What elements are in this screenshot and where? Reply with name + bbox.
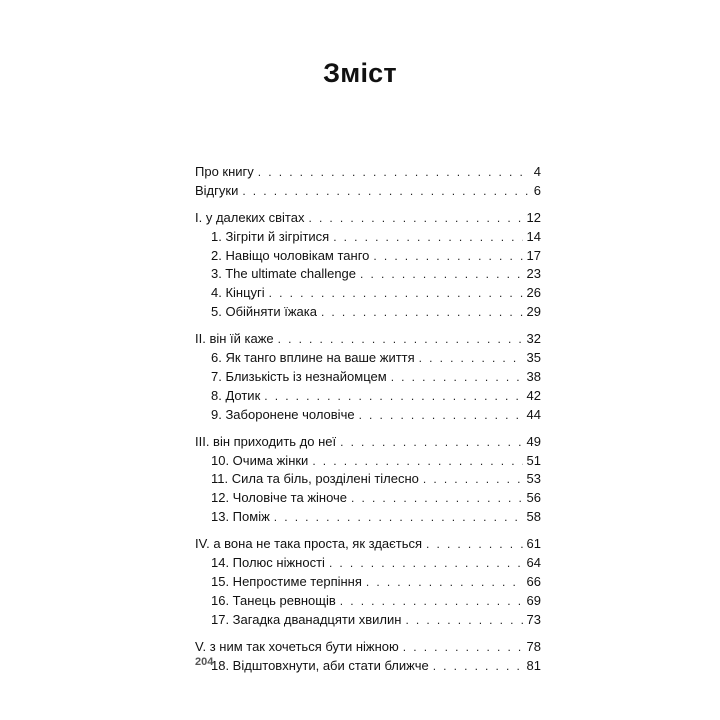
toc-dot-leader [321,303,523,322]
toc-entry-page: 17 [526,247,541,263]
toc-chapter-entry [195,265,541,284]
toc-entry-page: 53 [526,471,541,487]
toc-part-entry [195,638,541,657]
toc-entry-page: 61 [526,536,541,552]
toc-part-entry [195,535,541,554]
toc-dot-leader [258,163,530,182]
toc-dot-leader [308,209,522,228]
toc-entry-title: V. з ним так хочеться бути ніжною [195,638,399,654]
toc-entry-page: 49 [526,433,541,449]
toc-dot-leader [264,387,522,406]
toc-entry-page: 73 [526,611,541,627]
toc-dot-leader [242,182,529,201]
toc-part-entry [195,330,541,349]
toc-chapter-entry [195,284,541,303]
toc-dot-leader [278,330,523,349]
toc-entry-page: 81 [526,657,541,673]
toc-dot-leader [359,406,523,425]
toc-entry-title: IV. а вона не така проста, як здається [195,536,423,552]
toc-chapter-entry [195,611,541,630]
toc-dot-leader [340,592,523,611]
toc-entry-title: 5. Обійняти їжака [211,304,317,320]
table-of-contents [195,163,541,675]
toc-part-entry [195,209,541,228]
toc-chapter-entry [195,406,541,425]
toc-dot-leader [360,265,523,284]
toc-entry-page: 6 [533,182,541,198]
toc-part-entry [195,182,541,201]
toc-entry-page: 4 [533,164,541,179]
toc-entry-page: 23 [526,266,541,282]
toc-dot-leader [426,535,523,554]
toc-part-entry [195,433,541,452]
toc-entry-title: 9. Заборонене чоловіче [211,406,355,422]
toc-entry-page: 51 [526,452,541,468]
toc-dot-leader [403,638,523,657]
toc-dot-leader [391,368,523,387]
toc-entry-title: 3. The ultimate challenge [211,266,357,282]
toc-dot-leader [423,470,523,489]
toc-entry-title: 4. Кінцугі [211,285,265,301]
toc-entry-page: 12 [526,210,541,226]
toc-chapter-entry [195,247,541,266]
toc-entry-title: 14. Полюс ніжності [211,555,325,571]
toc-entry-title: II. він їй каже [195,331,274,347]
toc-chapter-entry [195,592,541,611]
toc-dot-leader [340,433,522,452]
toc-entry-title: 15. Непростиме терпіння [211,573,362,589]
toc-chapter-entry [195,554,541,573]
toc-dot-leader [329,554,523,573]
page-title: Зміст [323,58,397,88]
toc-entry-title: 17. Загадка дванадцяти хвилин [211,611,402,627]
toc-entry-title: Про книгу [195,164,254,179]
toc-dot-leader [405,611,522,630]
toc-chapter-entry [195,657,541,676]
toc-entry-page: 69 [526,592,541,608]
toc-entry-page: 42 [526,387,541,403]
toc-entry-page: 29 [526,304,541,320]
toc-entry-title: Відгуки [195,182,239,198]
toc-entry-page: 26 [526,285,541,301]
toc-entry-title: 7. Близькість із незнайомцем [211,368,387,384]
toc-dot-leader [269,284,523,303]
toc-dot-leader [366,573,523,592]
toc-entry-title: 8. Дотик [211,387,261,403]
toc-entry-page: 14 [526,228,541,244]
toc-entry-title: 6. Як танго вплине на ваше життя [211,350,415,366]
toc-entry-page: 32 [526,331,541,347]
toc-chapter-entry [195,368,541,387]
toc-chapter-entry [195,508,541,527]
toc-chapter-entry [195,228,541,247]
toc-entry-page: 44 [526,406,541,422]
toc-entry-title: 18. Відштовхнути, аби стати ближче [211,657,429,673]
toc-entry-title: 10. Очима жінки [211,452,309,468]
toc-entry-page: 64 [526,555,541,571]
toc-chapter-entry [195,573,541,592]
toc-entry-page: 38 [526,368,541,384]
toc-entry-page: 58 [526,509,541,525]
toc-chapter-entry [195,489,541,508]
toc-entry-title: 13. Поміж [211,509,270,525]
toc-dot-leader [351,489,523,508]
toc-entry-page: 56 [526,490,541,506]
toc-dot-leader [312,452,522,471]
toc-dot-leader [373,247,522,266]
toc-entry-title: 12. Чоловіче та жіноче [211,490,348,506]
toc-entry-title: I. у далеких світах [195,210,305,226]
toc-part-entry [195,163,541,182]
toc-dot-leader [433,657,523,676]
toc-entry-page: 66 [526,573,541,589]
toc-chapter-entry [195,470,541,489]
toc-chapter-entry [195,349,541,368]
toc-chapter-entry [195,303,541,322]
page-number: 204 [195,656,214,668]
toc-dot-leader [274,508,523,527]
toc-entry-title: 11. Сила та біль, розділені тілесно [211,471,419,487]
toc-chapter-entry [195,387,541,406]
toc-entry-title: 16. Танець ревнощів [211,592,336,608]
toc-entry-title: III. він приходить до неї [195,433,337,449]
toc-chapter-entry [195,452,541,471]
toc-dot-leader [419,349,523,368]
toc-entry-title: 2. Навіщо чоловікам танго [211,247,370,263]
toc-entry-title: 1. Зігріти й зігрітися [211,228,330,244]
toc-dot-leader [333,228,522,247]
toc-entry-page: 35 [526,350,541,366]
toc-entry-page: 78 [526,638,541,654]
